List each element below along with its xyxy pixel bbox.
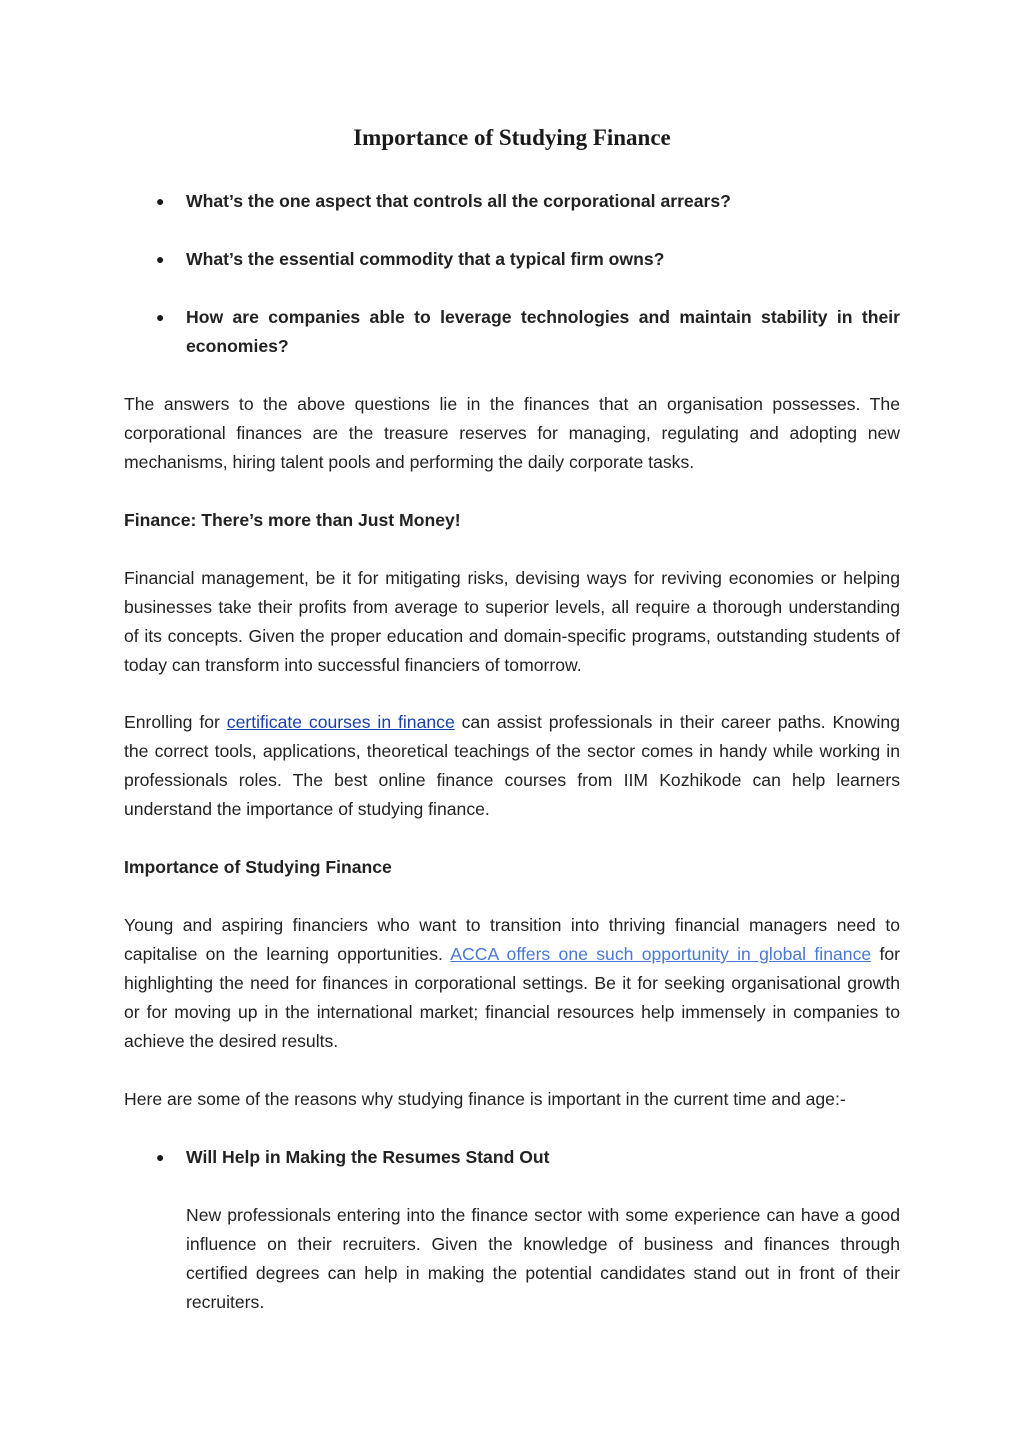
body-paragraph: Financial management, be it for mitigating risks, devising ways for reviving economies or helping businesses take their profits from average to superior levels, all require a thorough understanding of its concepts. Given the proper education and domain-specific programs, outstanding students of today can transform into successful financiers of tomorrow. (124, 568, 900, 675)
paragraph-text: Enrolling for (124, 712, 227, 732)
section-heading: Importance of Studying Finance (124, 857, 392, 877)
question-text: What’s the one aspect that controls all the corporational arrears? (186, 191, 731, 211)
paragraph-text: can assist professionals in their career paths. Knowing the correct tools, applications, theoretical teachings of the sector comes in handy while working in professionals roles. The best online finance courses from IIM Kozhikode can help learners understand the importance of studying finance. (124, 712, 900, 819)
intro-paragraph: The answers to the above questions lie in the finances that an organisation possesses. The corporational finances are the treasure reserves for managing, regulating and adopting new mechanisms, hiring talent pools and performing the daily corporate tasks. (124, 394, 900, 472)
acca-opportunity-link[interactable]: ACCA offers one such opportunity in global finance (450, 944, 872, 964)
body-paragraph: Here are some of the reasons why studying finance is important in the current time and age:- (124, 1089, 846, 1109)
page-title: Importance of Studying Finance (353, 125, 671, 150)
body-paragraph-with-link (124, 708, 900, 824)
question-text: What’s the essential commodity that a typical firm owns? (186, 249, 665, 269)
body-paragraph-with-link (124, 911, 900, 1056)
certificate-courses-link[interactable]: certificate courses in finance (226, 712, 455, 732)
bullet-icon: ● (156, 251, 165, 267)
bullet-icon: ● (156, 193, 165, 209)
reason-heading: Will Help in Making the Resumes Stand Out (186, 1147, 550, 1167)
bullet-icon: ● (156, 1149, 165, 1165)
bullet-icon: ● (156, 309, 165, 325)
paragraph-text: for highlighting the need for finances in corporational settings. Be it for seeking organisational growth or for moving up in the international market; financial resources help immensely in companies to achieve the desired results. (124, 944, 901, 1051)
question-text: How are companies able to leverage technologies and maintain stability in their economies? (186, 307, 900, 356)
paragraph-text: Young and aspiring financiers who want to transition into thriving financial managers need to capitalise on the learning opportunities. (124, 915, 900, 964)
reason-body: New professionals entering into the finance sector with some experience can have a good influence on their recruiters. Given the knowledge of business and finances through certified degrees can help in making the potential candidates stand out in front of their recruiters. (186, 1205, 900, 1312)
section-heading: Finance: There’s more than Just Money! (124, 510, 461, 530)
